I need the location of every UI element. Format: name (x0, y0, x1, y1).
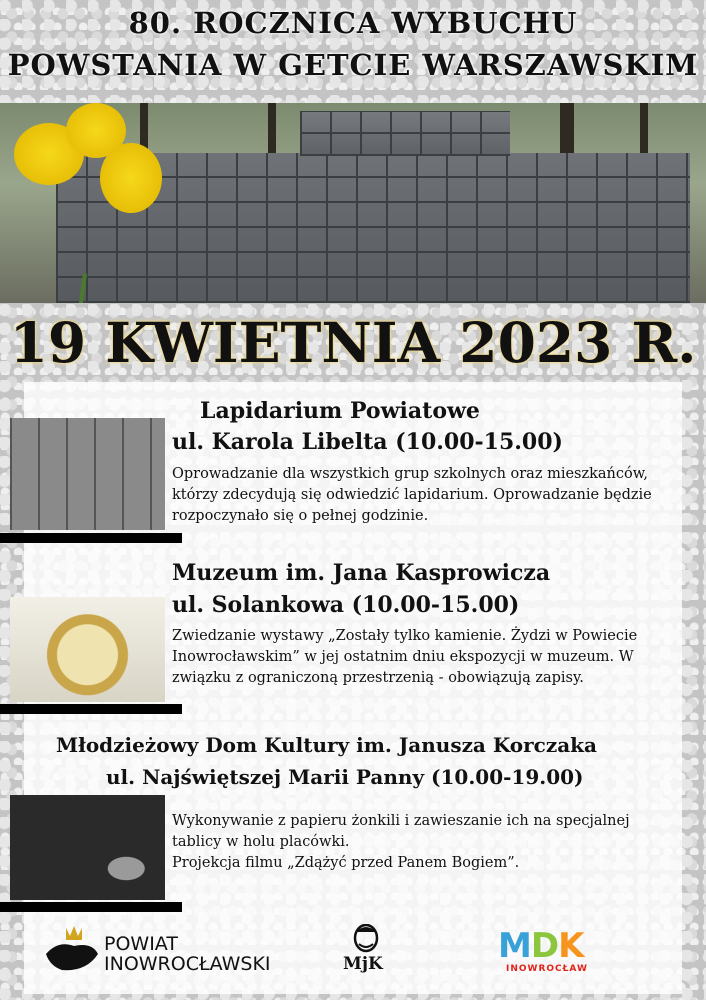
lapidarium-photo (10, 418, 165, 530)
mjk-logo-text: MjK (343, 954, 383, 974)
film-still-photo (10, 795, 165, 900)
powiat-logo-line2: INOWROCŁAWSKI (104, 953, 271, 975)
museum-torah-photo (10, 597, 165, 702)
event-2-address: ul. Solankowa (10.00-15.00) (172, 592, 520, 618)
title-line-1: 80. ROCZNICA WYBUCHU (128, 6, 578, 40)
event-3-description-2: Projekcja filmu „Zdążyć przed Panem Bogiem”. (172, 855, 520, 871)
event-1-description: Oprowadzanie dla wszystkich grup szkolnych oraz mieszkańców, którzy zdecydują się odwiedzić lapidarium. Oprowadzanie będzie rozpoczynało się o pełnej godzinie. (172, 466, 652, 524)
mjk-face-icon (350, 924, 382, 954)
event-3-description-1: Wykonywanie z papieru żonkili i zawieszanie ich na specjalnej tablicy w holu placówki. (172, 813, 630, 850)
daffodil-icon (100, 143, 162, 213)
divider-bar (0, 704, 182, 714)
event-date: 19 KWIETNIA 2023 R. (9, 310, 697, 375)
mdk-logo-subtitle: INOWROCŁAW (506, 964, 588, 974)
mdk-logo-text (498, 926, 583, 966)
stone-wall-top (300, 111, 510, 156)
divider-bar (0, 902, 182, 912)
powiat-logo-line1: POWIAT (104, 933, 178, 955)
event-1-address: ul. Karola Libelta (10.00-15.00) (172, 429, 563, 455)
mdk-letter-k: K (558, 926, 584, 966)
event-1-name: Lapidarium Powiatowe (200, 398, 480, 424)
title-line-2: POWSTANIA W GETCIE WARSZAWSKIM (7, 48, 699, 82)
mdk-letter-d: D (530, 926, 559, 966)
event-2-description: Zwiedzanie wystawy „Zostały tylko kamienie. Żydzi w Powiecie Inowrocławskim” w jej ostatnim dniu ekspozycji w muzeum. W związku z ograniczoną przestrzenią - obowiązują zapisy. (172, 628, 638, 686)
event-3-address: ul. Najświętszej Marii Panny (10.00-19.00) (106, 765, 584, 789)
memorial-wall-photo (0, 103, 706, 303)
powiat-crest-icon (40, 924, 102, 976)
divider-bar (0, 533, 182, 543)
event-2-name: Muzeum im. Jana Kasprowicza (172, 560, 551, 586)
mdk-letter-m: M (498, 926, 531, 966)
event-3-name: Młodzieżowy Dom Kultury im. Janusza Korczaka (56, 733, 597, 757)
